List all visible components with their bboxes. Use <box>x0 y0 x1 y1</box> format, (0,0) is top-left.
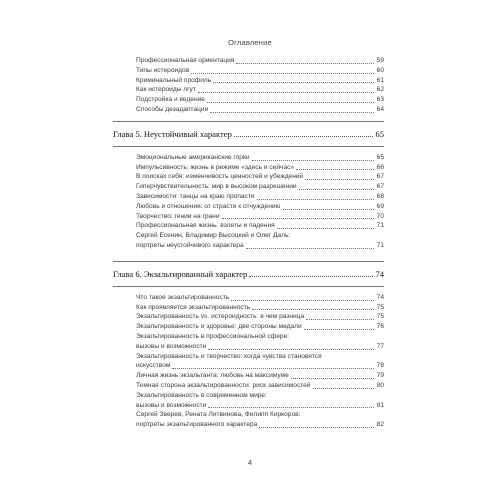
toc-entry-title: Любовь и отношения: от страсти к отчуждению <box>136 202 281 210</box>
chapter-page: 65 <box>375 128 384 139</box>
toc-entry-page: 59 <box>376 57 384 64</box>
toc-entry-page: 80 <box>376 381 384 389</box>
toc-entry-title: Личная жизнь экзальтанта: любовь на максимуме <box>136 372 289 380</box>
toc-entry-title-line1: Экзальтированность в современном мире: <box>136 391 267 399</box>
toc-entry-title: Подстройка и ведение <box>136 96 205 104</box>
toc-entry-page: 71 <box>376 222 384 230</box>
toc-entry[interactable] <box>113 66 384 76</box>
toc-entry-title-line1: Экзальтированность и творчество: когда чувства становятся <box>136 352 322 360</box>
chapter-title: Глава 6. Экзальтированный характер <box>113 268 248 279</box>
toc-entry[interactable] <box>113 76 384 86</box>
toc-entry[interactable] <box>113 85 384 95</box>
toc-entry-page: 66 <box>376 163 384 171</box>
toc-entry-title: Профессиональная жизнь: взлеты и падения <box>136 222 275 230</box>
toc-entry[interactable] <box>113 221 384 231</box>
toc-entry-page: 79 <box>376 372 384 380</box>
leader-dots <box>213 81 374 83</box>
toc-entry-title: Зависимости: танцы на краю пропасти <box>136 192 255 200</box>
leader-dots <box>277 227 374 229</box>
leader-dots <box>236 62 374 64</box>
page-number: 4 <box>247 458 253 467</box>
toc-entry-page: 63 <box>376 96 384 104</box>
toc-entry-title: Как проявляется экзальтированность <box>136 303 251 311</box>
leader-dots <box>313 387 375 389</box>
leader-dots <box>299 188 374 190</box>
toc-entry-title: Криминальный профиль <box>136 76 212 84</box>
leader-dots <box>207 101 374 103</box>
table-of-contents <box>113 56 384 430</box>
toc-entry-page: 78 <box>376 362 384 370</box>
toc-entry[interactable] <box>113 312 384 322</box>
toc-entry-page: 62 <box>376 86 384 94</box>
toc-entry-page: 68 <box>376 192 384 200</box>
toc-entry-multiline[interactable] <box>113 231 384 251</box>
toc-entry[interactable] <box>113 153 384 163</box>
leader-dots <box>234 135 373 137</box>
toc-entry[interactable] <box>113 95 384 105</box>
toc-entry[interactable] <box>113 371 384 381</box>
page-header-title: Оглавление <box>228 38 272 47</box>
chapter-heading-6[interactable] <box>113 268 384 280</box>
chapter-divider <box>113 121 384 122</box>
toc-entry[interactable] <box>113 105 384 115</box>
leader-dots <box>210 111 374 113</box>
toc-entry-page: 65 <box>376 153 384 161</box>
toc-entry-title: Профессиональная ориентация <box>136 57 235 64</box>
toc-entry[interactable] <box>113 293 384 303</box>
leader-dots <box>198 91 374 93</box>
toc-entry-title: Типы истероидов <box>136 66 190 74</box>
toc-entry-page: 70 <box>376 212 384 220</box>
toc-entry-page: 67 <box>376 173 384 181</box>
leader-dots <box>305 178 374 180</box>
toc-entry[interactable] <box>113 182 384 192</box>
chapter-page: 74 <box>375 268 384 279</box>
toc-entry-page: 71 <box>376 241 384 249</box>
toc-entry-multiline[interactable] <box>113 352 384 372</box>
toc-entry-title: Гиперчувствительность: мир в высоком разрешении <box>136 183 297 191</box>
toc-entry-title-line2: вызовы и возможности <box>136 401 207 409</box>
toc-entry-title-line1: Экзальтированность в профессиональной сфере: <box>136 332 290 340</box>
toc-entry-page: 81 <box>376 401 384 409</box>
toc-entry[interactable] <box>113 381 384 391</box>
toc-entry[interactable] <box>113 212 384 222</box>
leader-dots <box>246 247 374 249</box>
toc-entry-page: 67 <box>376 183 384 191</box>
toc-entry-title: Экзальтированность vs. истероидность: в чем разница <box>136 313 305 321</box>
toc-entry-title-line1: Сергей Есенин, Владимир Высоцкий и Олег Даль: <box>136 232 291 240</box>
toc-entry-title: Способы дезадаптации <box>136 105 209 113</box>
toc-entry-multiline[interactable] <box>113 332 384 352</box>
toc-entry-title-line2: вызовы и возможности <box>136 342 207 350</box>
toc-entry-page: 76 <box>376 323 384 331</box>
toc-entry-title-line1: Сергей Зверев, Рената Литвинова, Филипп Киркоров: <box>136 411 301 419</box>
leader-dots <box>249 275 373 277</box>
toc-entry-multiline[interactable] <box>113 391 384 411</box>
toc-entry-title-line2: портреты неустойчивого характера <box>136 241 244 249</box>
toc-entry[interactable] <box>113 303 384 313</box>
chapter-title: Глава 5. Неустойчивый характер <box>113 128 232 139</box>
leader-dots <box>259 426 374 428</box>
leader-dots <box>291 377 374 379</box>
toc-entry-page: 60 <box>376 66 384 74</box>
toc-entry-title-line2: портреты экзальтированного характера <box>136 421 258 429</box>
leader-dots <box>231 299 374 301</box>
chapter-heading-5[interactable] <box>113 128 384 140</box>
toc-section-b <box>113 153 384 251</box>
leader-dots <box>252 308 374 310</box>
toc-entry[interactable] <box>113 322 384 332</box>
chapter-divider <box>113 286 384 287</box>
leader-dots <box>172 367 374 369</box>
toc-entry-page: 64 <box>376 105 384 113</box>
toc-entry-title: Эмоциональные американские горки <box>136 153 250 161</box>
leader-dots <box>306 318 374 320</box>
chapter-divider <box>113 261 384 262</box>
chapter-divider <box>113 146 384 147</box>
toc-entry-title: Что такое экзальтированность <box>136 293 230 301</box>
toc-entry[interactable] <box>113 56 384 66</box>
toc-entry-title-line2: искусством <box>136 362 171 370</box>
leader-dots <box>252 159 374 161</box>
leader-dots <box>191 72 374 74</box>
toc-entry[interactable] <box>113 163 384 173</box>
toc-entry[interactable] <box>113 192 384 202</box>
leader-dots <box>283 208 375 210</box>
toc-entry-page: 77 <box>376 342 384 350</box>
toc-entry-page: 75 <box>376 303 384 311</box>
toc-entry-title: Творчество: гении на грани <box>136 212 220 220</box>
toc-entry-title: В поисках себя: изменчивость ценностей и убеждений <box>136 173 304 181</box>
toc-section-c <box>113 293 384 430</box>
toc-entry[interactable] <box>113 172 384 182</box>
leader-dots <box>222 217 374 219</box>
leader-dots <box>257 198 374 200</box>
toc-section-a <box>113 56 384 115</box>
toc-entry[interactable] <box>113 202 384 212</box>
leader-dots <box>208 406 374 408</box>
toc-entry-page: 69 <box>376 202 384 210</box>
toc-entry-multiline[interactable] <box>113 410 384 430</box>
toc-entry-title: Экзальтированность и здоровье: две стороны медали <box>136 323 302 331</box>
leader-dots <box>208 348 374 350</box>
toc-entry-title: Импульсивность: жизнь в режиме «здесь и сейчас» <box>136 163 295 171</box>
leader-dots <box>296 168 374 170</box>
toc-entry-page: 82 <box>376 421 384 429</box>
toc-entry-title: Темная сторона экзальтированности: риск зависимостей <box>136 381 311 389</box>
toc-entry-page: 75 <box>376 313 384 321</box>
toc-entry-page: 74 <box>376 293 384 301</box>
leader-dots <box>304 328 374 330</box>
toc-entry-page: 61 <box>376 76 384 84</box>
toc-entry-title: Как истероиды лгут <box>136 86 196 94</box>
